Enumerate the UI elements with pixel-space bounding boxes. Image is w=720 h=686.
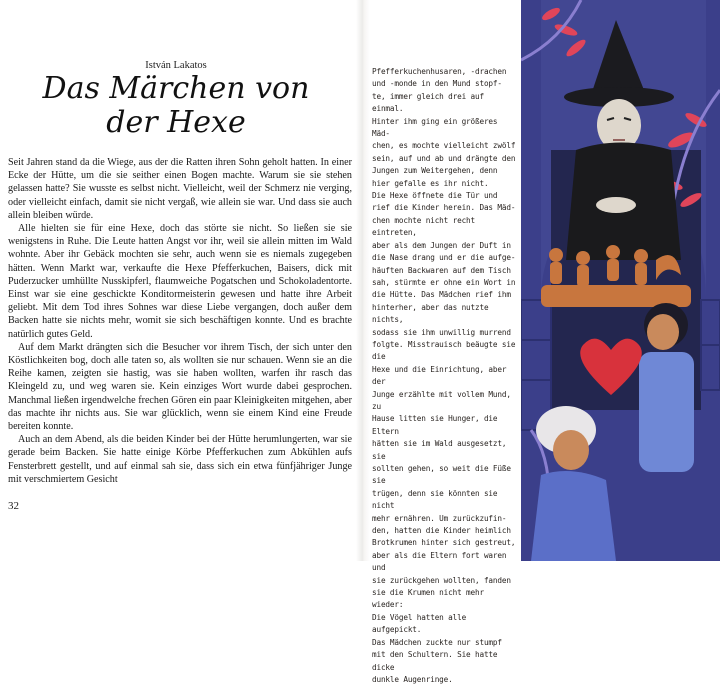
left-page xyxy=(0,0,358,561)
paragraph-3: Auf dem Markt drängten sich die Besucher vor ihrem Tisch, der sich unter den Köstlichkeiten bog, doch alle taten so, als wollten sie nur schauen. Wenn sie an die Reihe kamen, zeigten sie hastig, was sie haben wollten, warfen ihr rasch das Kleingeld zu, und weg waren sie. Kein einziges Wort wurde dabei gesprochen. Manchmal ließen irgendwelche frechen Gören ein paar Kleinigkeiten mitgehen, aber das machte ihr nichts aus. Sie war glücklich, wenn sie einem Kind eine Freude bereiten konnte. xyxy=(8,341,352,433)
paragraph-1: Seit Jahren stand da die Wiege, aus der die Ratten ihren Sohn geholt hatten. In einer Ecke der Hütte, um die sie seither einen Bogen machte. Warum sie sie stehen gelassen hatte? Sie wusste es selbst nicht. Vielleicht, weil der Schmerz nie verging, oder vielleicht einfach, damit sie nicht vergaß, wie allein sie war. Und dass sie auch allein bleiben würde. xyxy=(8,157,352,221)
paragraph-2: Alle hielten sie für eine Hexe, doch das störte sie nicht. So ließen sie sie wenigstens in Ruhe. Die Leute hatten Angst vor ihr, weil sie allein mitten im Wald wohnte. Aber ihr Gebäck mochten sie sehr, auch wenn sie es niemals zugegeben hätten. Wenn Markt war, verkaufte die Hexe Pfefferkuchen, Baisers, dick mit Puderzucker umhüllte Nusskipferl, flaumweiche Pogatschen und Schokoladentorte. Einst war sie eine geschickte Konditormeisterin gewesen und hatte ihre Arbeit geliebt. Mit dem Tod ihres Sohnes war diese Liebe vergangen, doch außer dem Backen hatte sie nichts mehr, womit sie sich beschäftigen konnte. Und es brachte natürlich gutes Geld. xyxy=(8,223,352,340)
boy-shirt xyxy=(639,352,694,472)
girl-dress xyxy=(531,471,616,561)
handwritten-text: Pfefferkuchenhusaren, -drachen und -monde in den Mund stopf- te, immer gleich drei auf einmal. Hinter ihm ging ein größeres Mäd- chen, es mochte vielleicht zwölf sein, auf und ab und drängte den Jungen zum Weitergehen, denn hier gefalle es ihr nicht. Die Hexe öffnete die Tür und rief die Kinder herein. Das Mäd- chen mochte nicht recht eintreten, aber als dem Jungen der Duft in die Nase drang und er die aufge- häuften Backwaren auf dem Tisch sah, stürmte er ohne ein Wort in die Hütte. Das Mädchen rief ihm hinterher, aber das nutzte nichts, sodass sie ihm unwillig murrend folgte. Misstrauisch beäugte sie die Hexe und die Einrichtung, aber der Junge erzählte mit vollem Mund, zu Hause litten sie Hunger, die Eltern hätten sie im Wald ausgesetzt, sie sollten gehen, so weit die Füße sie trügen, denn sie könnten sie nicht mehr ernähren. Um zurückzufin- den, hatten die Kinder heimlich Brotkrumen hinter sich gestreut, aber als die Eltern fort waren und sie zurückgehen wollten, fanden sie die Krumen nicht mehr wieder: Die Vögel hatten alle aufgepickt. Das Mädchen zuckte nur stumpf mit den Schultern. Sie hatte dicke dunkle Augenringe. xyxy=(372,67,516,684)
body-text xyxy=(8,156,352,486)
witch-illustration xyxy=(521,0,720,561)
page-number: 32 xyxy=(8,500,19,512)
title-line-2: der Hexe xyxy=(106,105,246,140)
girl-face xyxy=(553,430,589,470)
boy-face xyxy=(647,314,679,350)
illustration-art xyxy=(521,0,720,561)
book-gutter xyxy=(356,0,370,561)
witch-hand xyxy=(596,197,636,213)
story-title xyxy=(0,72,352,140)
title-line-1: Das Märchen von xyxy=(42,71,310,106)
author-name: István Lakatos xyxy=(145,60,207,71)
paragraph-4: Auch an dem Abend, als die beiden Kinder bei der Hütte herumlungerten, war sie gerade beim Backen. Sie hatte einige Körbe Pfefferkuchen zum Abkühlen aufs Fensterbrett gestellt, und auf einmal sah sie, dass sich ein etwa fünfjähriger Junge mit verschmiertem Gesicht xyxy=(8,434,352,485)
